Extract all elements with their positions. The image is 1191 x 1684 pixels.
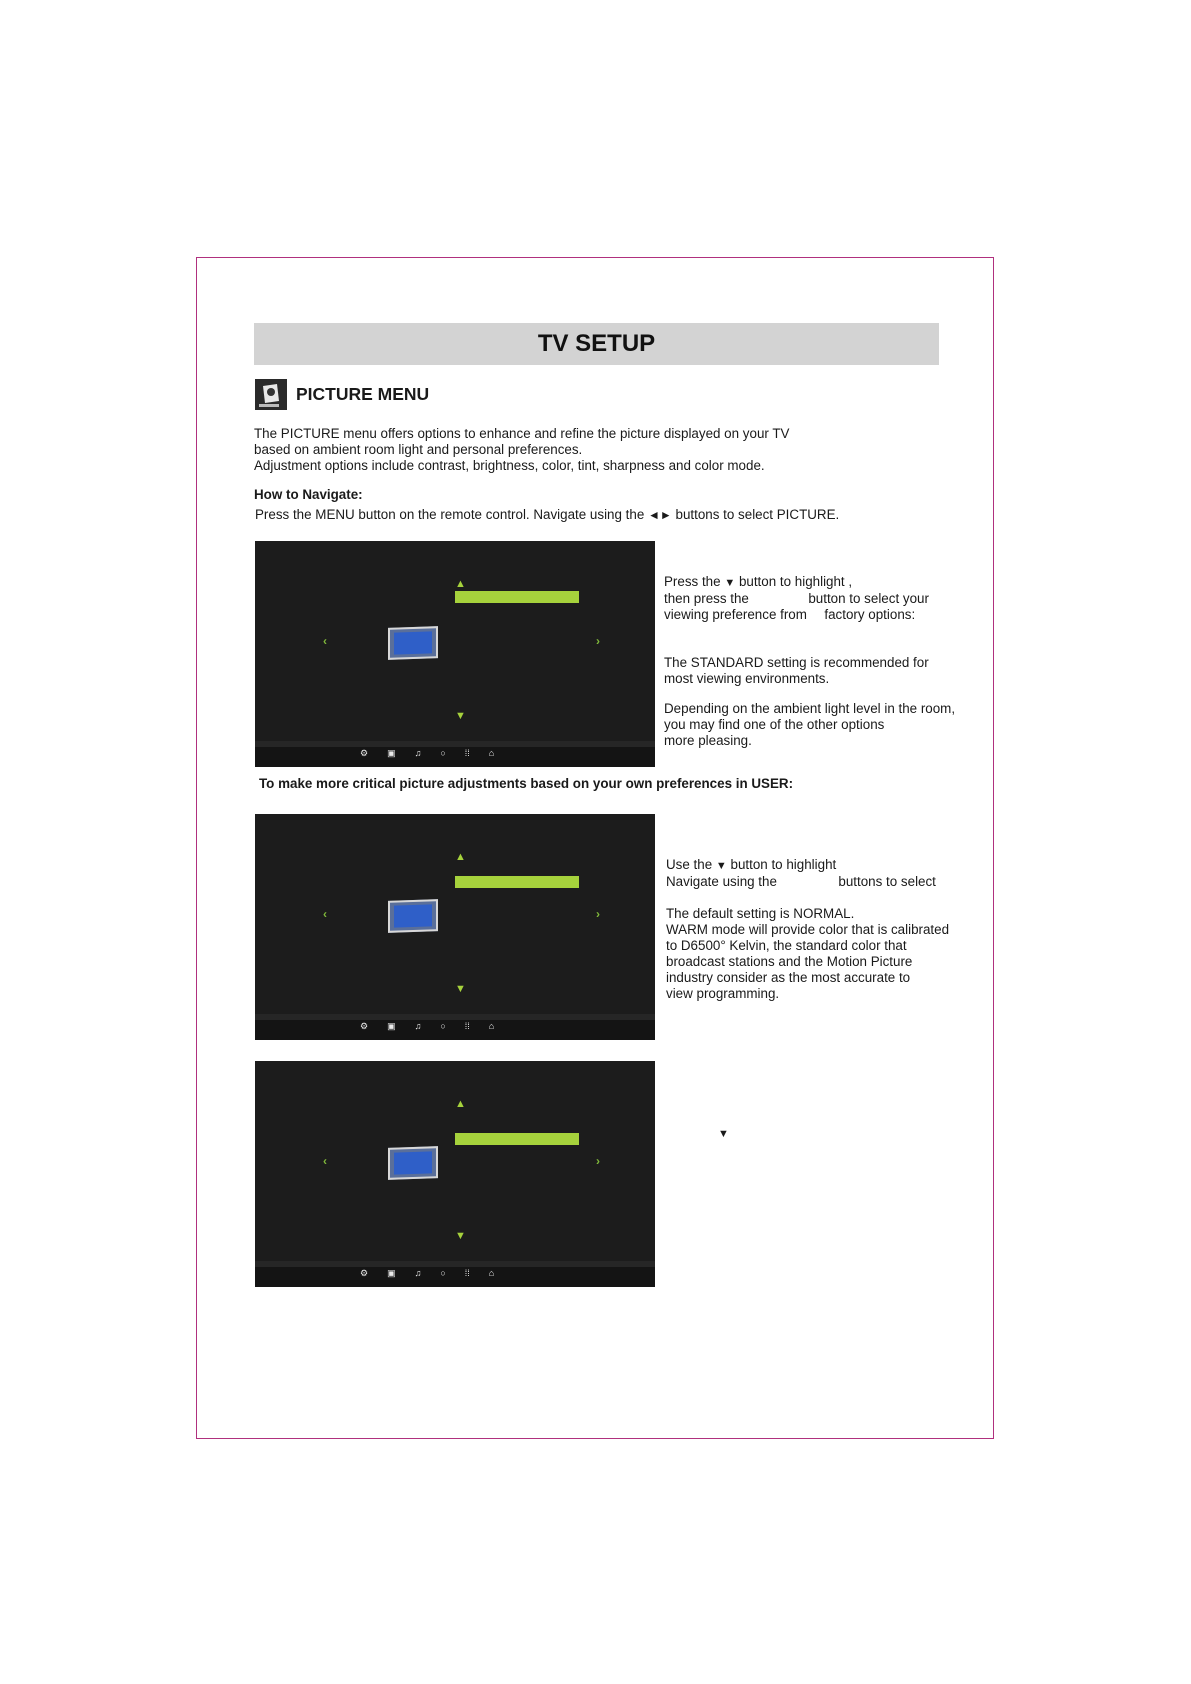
option-icon: ⁞⁞ [464,748,470,758]
left-right-arrows-icon: ◄► [648,508,672,522]
text: buttons to select [838,874,936,889]
down-arrow-icon: ▼ [455,1230,466,1242]
tv-icon [388,899,438,933]
text: most viewing environments. [664,671,830,686]
text: more pleasing. [664,733,752,748]
user-adjustments-heading: To make more critical picture adjustments based on your own preferences in USER: [259,776,794,791]
section-title: PICTURE MENU [296,384,430,404]
menu-dock [255,1014,655,1040]
left-chevron-icon: ‹ [323,907,327,921]
text: industry consider as the most accurate to [666,970,911,985]
intro-line: Adjustment options include contrast, brightness, color, tint, sharpness and color mode. [254,458,765,473]
navigate-heading: How to Navigate: [254,487,363,502]
text: Press the [664,574,721,589]
left-chevron-icon: ‹ [323,1154,327,1168]
time-icon: ○ [440,748,446,758]
picture-menu-icon [255,379,287,410]
text: Depending on the ambient light level in the room, [664,701,956,716]
highlight-bar [455,876,579,888]
down-triangle-icon: ▼ [724,577,736,589]
up-arrow-icon: ▲ [455,578,466,590]
intro-line: The PICTURE menu offers options to enhance and refine the picture displayed on your TV [254,426,790,441]
banner-title: TV SETUP [537,330,656,357]
settings-icon: ⚙ [360,1021,369,1031]
left-chevron-icon: ‹ [323,634,327,648]
text: The STANDARD setting is recommended for [664,655,929,670]
option-icon: ⁞⁞ [464,1268,470,1278]
intro-paragraph [254,426,789,474]
sound-icon: ♫ [414,1268,422,1278]
banner [254,323,939,365]
settings-icon: ⚙ [360,1268,369,1278]
highlight-bar [455,1133,579,1145]
text: Navigate using the [666,874,777,889]
picture-icon: ▣ [387,748,396,758]
tv-menu-screenshot [255,541,655,767]
picture-mode-instructions [664,574,955,749]
tv-menu-screenshot [255,1061,655,1287]
tv-icon [388,626,438,660]
option-icon: ⁞⁞ [464,1021,470,1031]
block3-instructions [718,1125,729,1142]
sound-icon: ♫ [414,748,422,758]
right-chevron-icon: › [596,907,600,921]
color-temperature-instructions [666,857,949,1002]
tv-icon [388,1146,438,1180]
text: then press the [664,591,749,606]
down-arrow-icon: ▼ [455,710,466,722]
down-triangle-icon: ▼ [715,860,727,872]
picture-icon: ▣ [387,1021,396,1031]
lock-icon: ⌂ [488,748,495,758]
text: factory options: [824,607,916,622]
picture-icon: ▣ [387,1268,396,1278]
text: broadcast stations and the Motion Picture [666,954,913,969]
lock-icon: ⌂ [488,1021,495,1031]
text: view programming. [666,986,780,1001]
menu-dock [255,1261,655,1287]
up-arrow-icon: ▲ [455,1098,466,1110]
tv-menu-screenshot [255,814,655,1040]
sound-icon: ♫ [414,1021,422,1031]
up-arrow-icon: ▲ [455,851,466,863]
lock-icon: ⌂ [488,1268,495,1278]
text: viewing preference from [664,607,807,622]
navigate-text-after: buttons to select PICTURE. [675,507,840,522]
right-chevron-icon: › [596,634,600,648]
text: Use the [666,857,713,872]
text: button to select your [808,591,929,606]
text: to D6500° Kelvin, the standard color that [666,938,907,953]
down-triangle-icon: ▼ [718,1128,729,1140]
intro-line: based on ambient room light and personal preferences. [254,442,583,457]
menu-dock [255,741,655,767]
text: WARM mode will provide color that is calibrated [666,922,950,937]
text: button to highlight , [738,574,853,589]
highlight-bar [455,591,579,603]
settings-icon: ⚙ [360,748,369,758]
time-icon: ○ [440,1268,446,1278]
down-arrow-icon: ▼ [455,983,466,995]
time-icon: ○ [440,1021,446,1031]
navigate-text [255,507,839,522]
text: button to highlight [730,857,837,872]
right-chevron-icon: › [596,1154,600,1168]
text: you may find one of the other options [664,717,885,732]
text: The default setting is NORMAL. [666,906,855,921]
navigate-text-before: Press the MENU button on the remote control. Navigate using the [255,507,645,522]
